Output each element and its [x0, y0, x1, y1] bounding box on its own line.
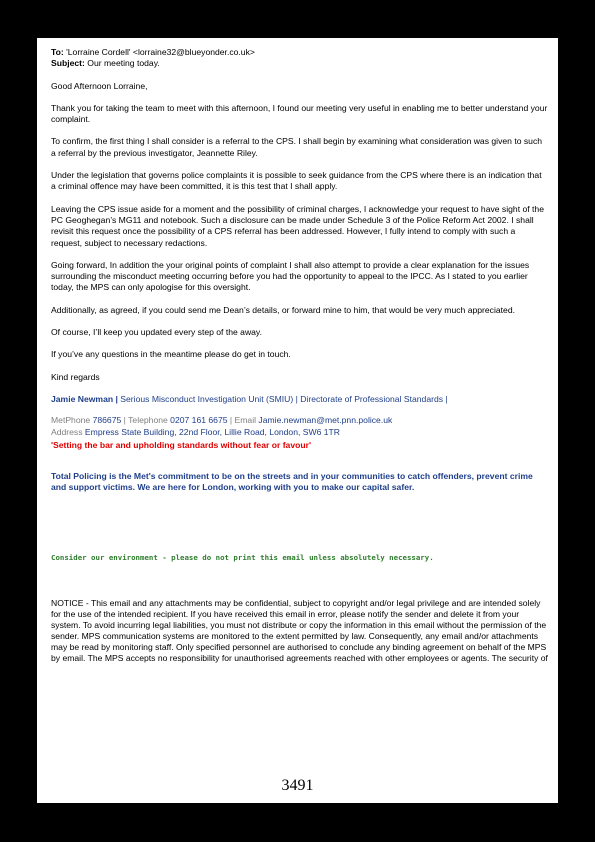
- email-body: [51, 47, 548, 664]
- metphone-label: MetPhone: [51, 415, 93, 426]
- address-value: Empress State Building, 22nd Floor, Lillie Road, London, SW6 1TR: [84, 426, 341, 437]
- legal-notice: NOTICE - This email and any attachments may be confidential, subject to copyright and/or legal privilege and are intended solely for the use of the intended recipient. If you have received this email in error, please notify the sender and delete it from your system. To avoid incurring legal liabilities, you must not distribute or copy the information in this email without the permission of the sender. MPS communication systems are monitored to the extent permitted by law. Consequently, any email and/or attachments may be read by monitoring staff. Only specified personnel are authorised to conclude any binding agreement on behalf of the MPS by email. The MPS accepts no responsibility for unauthorised agreements reached with other employees or agents. The security of: [51, 598, 548, 664]
- paragraph-7: Of course, I’ll keep you updated every step of the away.: [51, 327, 262, 338]
- mission-statement: Total Policing is the Met's commitment to be on the streets and in your communities to catch offenders, prevent crime and support victims. We are here for London, working with you to make our capital safer.: [51, 471, 533, 493]
- to-line: [51, 47, 548, 58]
- to-label: To:: [51, 47, 64, 57]
- telephone-value: 0207 161 6675: [170, 415, 228, 426]
- subject-line: [51, 58, 548, 69]
- email-link[interactable]: Jamie.newman@met.pnn.police.uk: [258, 415, 393, 426]
- subject-label: Subject:: [51, 58, 85, 69]
- metphone-value: 786675: [92, 415, 122, 426]
- signature-name: Jamie Newman: [51, 393, 114, 404]
- telephone-label: | Telephone: [121, 415, 171, 426]
- signature-address-line: [51, 427, 548, 438]
- paragraph-1: Thank you for taking the team to meet with this afternoon, I found our meeting very useful in enabling me to better understand your complaint.: [51, 102, 548, 125]
- to-value: 'Lorraine Cordell' <lorraine32@blueyonder.co.uk>: [66, 47, 255, 57]
- paragraph-3: Under the legislation that governs police complaints it is possible to seek guidance from the CPS where there is an indication that a criminal offence may have been committed, it is this test that I shall apply.: [51, 170, 542, 192]
- document-page: [37, 38, 558, 803]
- environment-note: Consider our environment - please do not print this email unless absolutely necessary.: [51, 552, 434, 562]
- paragraph-8: If you’ve any questions in the meantime please do get in touch.: [51, 349, 291, 360]
- signature-name-line: [51, 394, 548, 405]
- signature-motto: 'Setting the bar and upholding standards without fear or favour': [51, 439, 311, 450]
- page-number: 3491: [281, 777, 314, 794]
- subject-value: Our meeting today.: [87, 58, 160, 69]
- paragraph-5: Going forward, In addition the your original points of complaint I shall also attempt to provide a clear explanation for the issues surrounding the misconduct meeting occurring before you had the opportunity to appeal to the IPCC. As I stated to you earlier today, the MPS can only apologise for this oversight.: [51, 259, 530, 293]
- signature-contact-line: [51, 415, 548, 426]
- closing: Kind regards: [51, 371, 100, 382]
- paragraph-4: Leaving the CPS issue aside for a moment and the possibility of criminal charges, I acknowledge your request to have sight of the PC Geoghegan’s MG11 and notebook. Such a disclosure can be made under Schedule 3 of the Police Reform Act 2002. I shall revisit this request once the possibility of a CPS referral has been addressed. However, I fully intend to comply with such a request, subject to necessary redactions.: [51, 203, 544, 248]
- signature-directorate: Directorate of Professional Standards: [300, 393, 444, 404]
- signature-unit: Serious Misconduct Investigation Unit (SMIU): [120, 393, 294, 404]
- paragraph-2: To confirm, the first thing I shall consider is a referral to the CPS. I shall begin by examining what consideration was given to such a referral by the previous investigator, Jeannette Riley.: [51, 136, 543, 158]
- signature-sep: |: [443, 393, 448, 404]
- signature-sep: |: [113, 393, 121, 404]
- email-label: | Email: [227, 415, 259, 426]
- greeting: Good Afternoon Lorraine,: [51, 80, 148, 91]
- signature-sep: |: [293, 393, 301, 404]
- paragraph-6: Additionally, as agreed, if you could send me Dean’s details, or forward mine to him, that would be very much appreciated.: [51, 304, 515, 315]
- address-label: Address: [51, 426, 85, 437]
